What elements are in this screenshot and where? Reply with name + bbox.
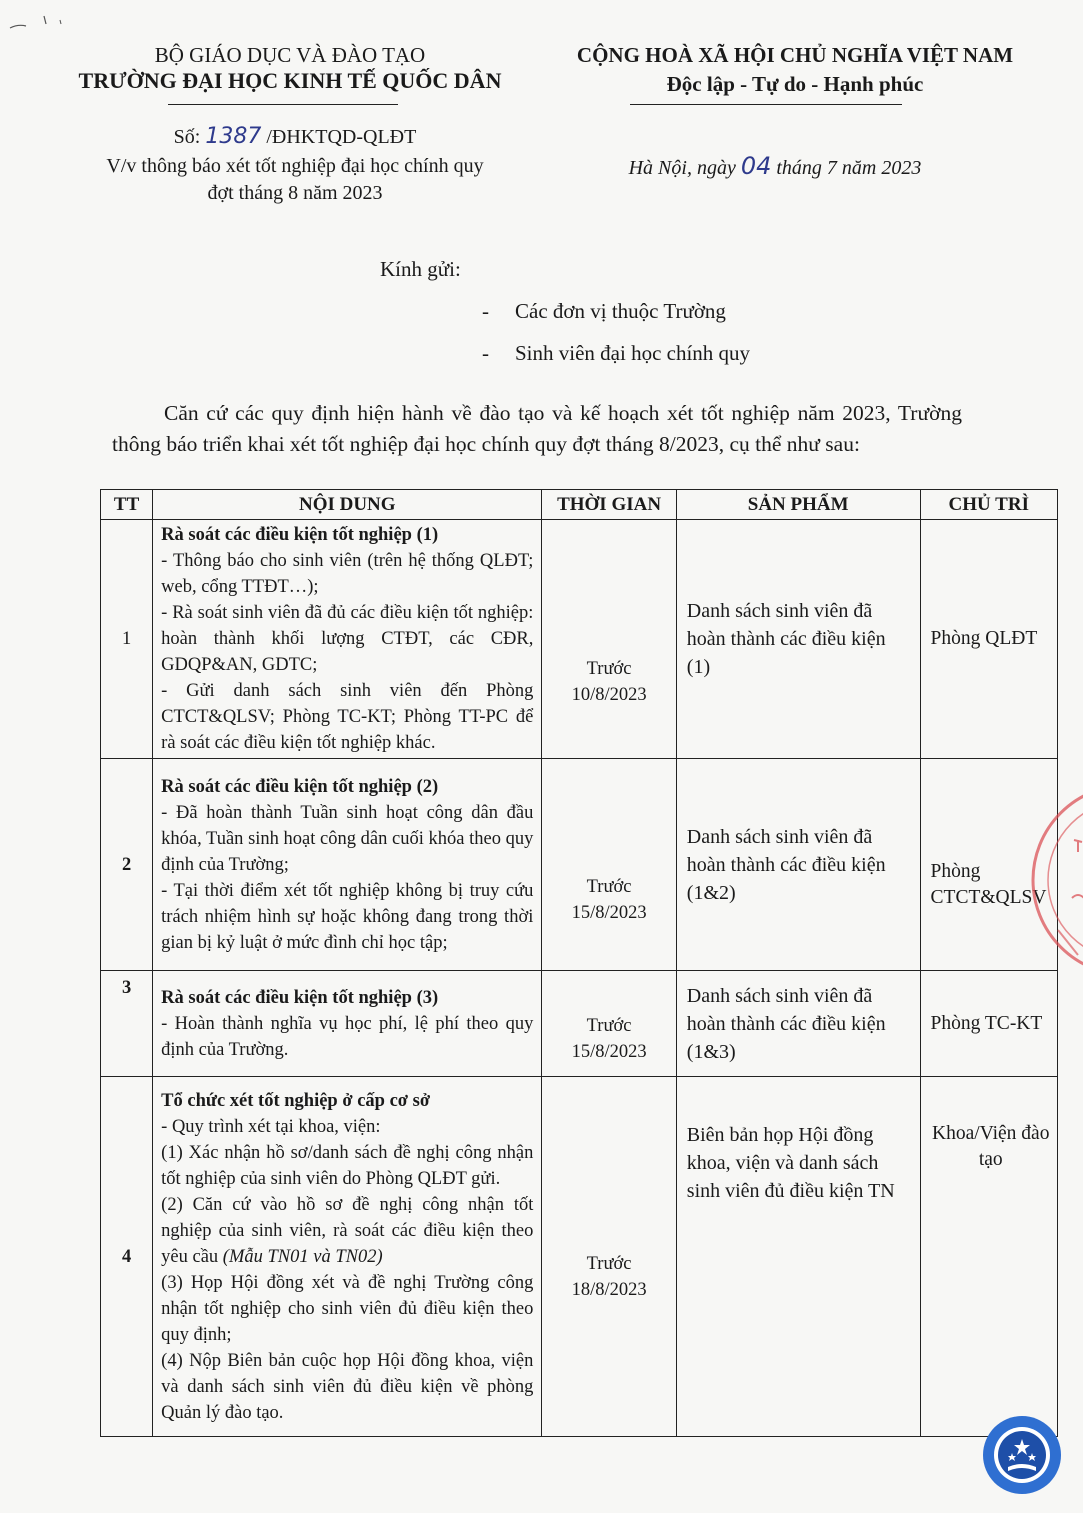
corner-mark [8, 6, 68, 36]
row-content [153, 971, 542, 1077]
school-name: TRƯỜNG ĐẠI HỌC KINH TẾ QUỐC DÂN [78, 68, 502, 93]
content-line: (4) Nộp Biên bản cuộc họp Hội đồng khoa, viện và danh sách sinh viên đủ điều kiện về phòng Quản lý đào tạo. [161, 1350, 534, 1423]
time-date: 15/8/2023 [571, 1042, 647, 1062]
row-product: Biên bản họp Hội đồng khoa, viện và danh sách sinh viên đủ điều kiện TN [676, 1077, 920, 1437]
document-number [40, 124, 550, 150]
time-before: Trước [586, 1016, 632, 1036]
place-suffix: tháng 7 năm 2023 [771, 157, 922, 179]
place-day-handwritten: 04 [740, 152, 772, 180]
header-rule-right [630, 104, 902, 105]
table-row [101, 971, 1058, 1077]
recipient-dash: - [482, 341, 489, 365]
recipient-dash: - [482, 299, 489, 323]
row-number: 3 [101, 971, 153, 1077]
time-before: Trước [586, 1254, 632, 1274]
recipient-2-text: Sinh viên đại học chính quy [515, 341, 751, 365]
schedule-table [100, 489, 1058, 1437]
issuer-block [40, 42, 540, 94]
row-title: Rà soát các điều kiện tốt nghiệp (3) [161, 987, 439, 1008]
content-line: - Hoàn thành nghĩa vụ học phí, lệ phí theo quy định của Trường. [161, 1013, 534, 1060]
watermark-logo-icon [982, 1415, 1062, 1495]
motto: Độc lập - Tự do - Hạnh phúc [666, 72, 924, 96]
document-subject [40, 153, 550, 207]
table-row [101, 1077, 1058, 1437]
header-tt: TT [101, 490, 153, 520]
time-date: 10/8/2023 [571, 684, 647, 705]
row-product: Danh sách sinh viên đã hoàn thành các điều kiện (1&3) [676, 971, 920, 1077]
table-header-row [101, 490, 1058, 520]
row-content [153, 1077, 542, 1437]
content-line: - Quy trình xét tại khoa, viện: [161, 1116, 381, 1137]
recipient-1-text: Các đơn vị thuộc Trường [515, 299, 726, 323]
header-owner: CHỦ TRÌ [920, 490, 1057, 520]
row-owner: Phòng TC-KT [920, 971, 1057, 1077]
table-row [101, 520, 1058, 759]
doc-number-suffix: /ĐHKTQD-QLĐT [261, 126, 417, 148]
ministry-name: BỘ GIÁO DỤC VÀ ĐÀO TẠO [154, 43, 426, 67]
row-number: 1 [101, 520, 153, 759]
header-rule-left [168, 104, 398, 105]
intro-paragraph: Căn cứ các quy định hiện hành về đào tạo và kế hoạch xét tốt nghiệp năm 2023, Trường thông báo triển khai xét tốt nghiệp đại học chính quy đợt tháng 8/2023, cụ thể như sau: [112, 401, 962, 456]
red-stamp-partial [1018, 780, 1083, 980]
content-line [161, 1192, 533, 1270]
row-time [542, 1077, 676, 1437]
subject-line-1: V/v thông báo xét tốt nghiệp đại học chính quy [106, 155, 484, 177]
row-owner: Phòng QLĐT [920, 520, 1057, 759]
row-title: Rà soát các điều kiện tốt nghiệp (1) [161, 525, 439, 545]
row-owner: Khoa/Viện đào tạo [920, 1077, 1057, 1437]
row-time [542, 971, 676, 1077]
time-before: Trước [586, 658, 632, 679]
content-line: - Gửi danh sách sinh viên đến Phòng CTCT&QLSV; Phòng TC-KT; Phòng TT-PC để rà soát các điều kiện tốt nghiệp khác. [161, 681, 534, 753]
content-line: - Đã hoàn thành Tuần sinh hoạt công dân đầu khóa, Tuần sinh hoạt công dân cuối khóa theo quy định của Trường; [161, 802, 534, 875]
header-product: SẢN PHẨM [676, 490, 920, 520]
recipient-2 [482, 341, 750, 366]
time-before: Trước [586, 877, 632, 897]
place-date [560, 153, 990, 182]
row-time [542, 759, 676, 971]
doc-number-handwritten: 1387 [205, 124, 262, 149]
national-motto-block [540, 42, 1050, 97]
doc-number-prefix: Số: [173, 126, 206, 148]
content-line: - Thông báo cho sinh viên (trên hệ thống QLĐT; web, cổng TTĐT…); [161, 551, 534, 597]
row-number: 2 [101, 759, 153, 971]
row-content [153, 520, 542, 759]
content-line: - Rà soát sinh viên đã đủ các điều kiện tốt nghiệp: hoàn thành khối lượng CTĐT, các CĐR, GDQP&AN, GDTC; [161, 603, 534, 675]
time-date: 15/8/2023 [571, 903, 647, 923]
header-time: THỜI GIAN [542, 490, 676, 520]
content-line-text: (2) Căn cứ vào hồ sơ đề nghị công nhận tốt nghiệp của sinh viên, rà soát các điều kiện theo yêu cầu [161, 1194, 534, 1267]
content-line: (1) Xác nhận hồ sơ/danh sách đề nghị công nhận tốt nghiệp của sinh viên do Phòng QLĐT gửi. [161, 1142, 534, 1189]
content-line: - Tại thời điểm xét tốt nghiệp không bị truy cứu trách nhiệm hình sự hoặc không đang trong thời gian bị kỷ luật ở mức đình chỉ học tập; [161, 880, 534, 953]
recipient-1 [482, 299, 726, 324]
table-row [101, 759, 1058, 971]
row-owner: Phòng CTCT&QLSV [920, 759, 1057, 971]
row-title: Tổ chức xét tốt nghiệp ở cấp cơ sở [161, 1090, 431, 1111]
form-reference: (Mẫu TN01 và TN02) [222, 1246, 383, 1267]
header-content: NỘI DUNG [153, 490, 542, 520]
row-title: Rà soát các điều kiện tốt nghiệp (2) [161, 776, 439, 797]
greeting-label: Kính gửi: [380, 257, 461, 281]
content-line: (3) Họp Hội đồng xét và đề nghị Trường công nhận tốt nghiệp cho sinh viên đủ điều kiện theo quy định; [161, 1272, 534, 1345]
row-product: Danh sách sinh viên đã hoàn thành các điều kiện (1) [676, 520, 920, 759]
subject-line-2: đợt tháng 8 năm 2023 [207, 182, 383, 204]
time-date: 18/8/2023 [571, 1280, 647, 1300]
row-content [153, 759, 542, 971]
row-number: 4 [101, 1077, 153, 1437]
nation-name: CỘNG HOÀ XÃ HỘI CHỦ NGHĨA VIỆT NAM [576, 43, 1014, 67]
row-product: Danh sách sinh viên đã hoàn thành các điều kiện (1&2) [676, 759, 920, 971]
place-prefix: Hà Nội, ngày [628, 157, 741, 179]
row-time [542, 520, 676, 759]
